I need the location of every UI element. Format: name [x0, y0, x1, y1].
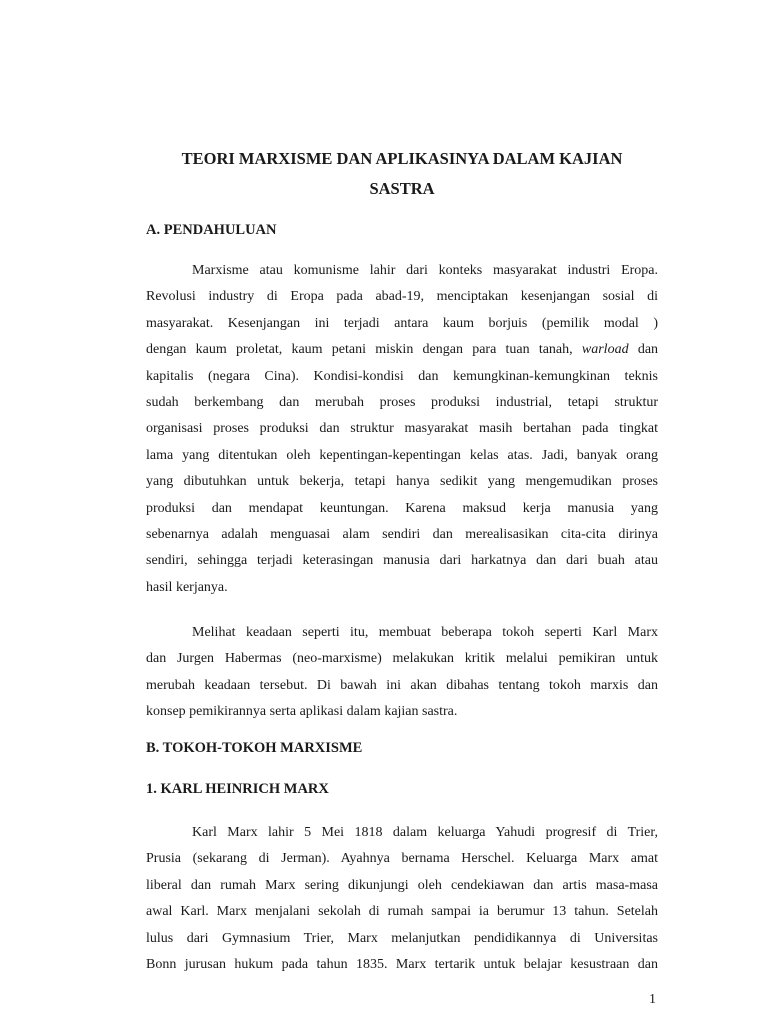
text-line: dan Jurgen Habermas (neo-marxisme) melakukan kritik melalui pemikiran untuk	[146, 651, 658, 667]
text-line: Bonn jurusan hukum pada tahun 1835. Marx tertarik untuk belajar kesustraan dan	[146, 956, 658, 972]
text-line: sebenarnya adalah menguasai alam sendiri dan merealisasikan cita-cita dirinya	[146, 526, 658, 542]
text-line: hasil kerjanya.	[146, 579, 228, 595]
text-segment: dengan kaum proletat, kaum petani miskin dengan para tuan tanah,	[146, 342, 573, 358]
text-line	[146, 337, 658, 363]
text-line: sudah berkembang dan merubah proses produksi industrial, tetapi struktur	[146, 394, 658, 410]
text-line: sendiri, sehingga terjadi keterasingan manusia dari harkatnya dan dari buah atau	[146, 553, 658, 569]
text-line: produksi dan mendapat keuntungan. Karena maksud kerja manusia yang	[146, 500, 658, 516]
text-line: Revolusi industry di Eropa pada abad-19, menciptakan kesenjangan sosial di	[146, 289, 658, 305]
paragraph-pendahuluan-1	[146, 258, 658, 601]
text-line: yang dibutuhkan untuk bekerja, tetapi hanya sedikit yang mengemudikan proses	[146, 474, 658, 490]
text-line: konsep pemikirannya serta aplikasi dalam kajian sastra.	[146, 704, 458, 720]
text-line: liberal dan rumah Marx sering dikunjungi oleh cendekiawan dan artis masa-masa	[146, 877, 658, 893]
text-line: Prusia (sekarang di Jerman). Ayahnya bernama Herschel. Keluarga Marx amat	[146, 851, 658, 867]
text-line: Karl Marx lahir 5 Mei 1818 dalam keluarga Yahudi progresif di Trier,	[192, 825, 658, 840]
italic-term: warload	[581, 342, 629, 358]
text-line: lama yang ditentukan oleh kepentingan-kepentingan kelas atas. Jadi, banyak orang	[146, 447, 658, 463]
paragraph-karl-marx	[146, 820, 658, 978]
document-title	[146, 144, 658, 204]
page-number: 1	[649, 992, 656, 1007]
text-line: lulus dari Gymnasium Trier, Marx melanjutkan pendidikannya di Universitas	[146, 930, 658, 946]
title-line-2: SASTRA	[369, 179, 435, 198]
section-heading-tokoh: B. TOKOH-TOKOH MARXISME	[146, 740, 363, 756]
text-line: organisasi proses produksi dan struktur masyarakat masih bertahan pada tingkat	[146, 421, 658, 437]
text-line: Marxisme atau komunisme lahir dari konteks masyarakat industri Eropa.	[192, 263, 658, 278]
text-line: masyarakat. Kesenjangan ini terjadi antara kaum borjuis (pemilik modal )	[146, 315, 658, 331]
title-line-1: TEORI MARXISME DAN APLIKASINYA DALAM KAJIAN	[181, 149, 623, 168]
text-line: awal Karl. Marx menjalani sekolah di rumah sampai ia berumur 13 tahun. Setelah	[146, 904, 658, 920]
subsection-heading-karl-marx: 1. KARL HEINRICH MARX	[146, 781, 329, 797]
text-line: kapitalis (negara Cina). Kondisi-kondisi dan kemungkinan-kemungkinan teknis	[146, 368, 658, 384]
text-segment: dan	[637, 342, 659, 358]
section-heading-pendahuluan: A. PENDAHULUAN	[146, 222, 277, 238]
text-line: merubah keadaan tersebut. Di bawah ini akan dibahas tentang tokoh marxis dan	[146, 677, 658, 693]
paragraph-pendahuluan-2	[146, 620, 658, 726]
text-line: Melihat keadaan seperti itu, membuat beberapa tokoh seperti Karl Marx	[192, 625, 658, 640]
